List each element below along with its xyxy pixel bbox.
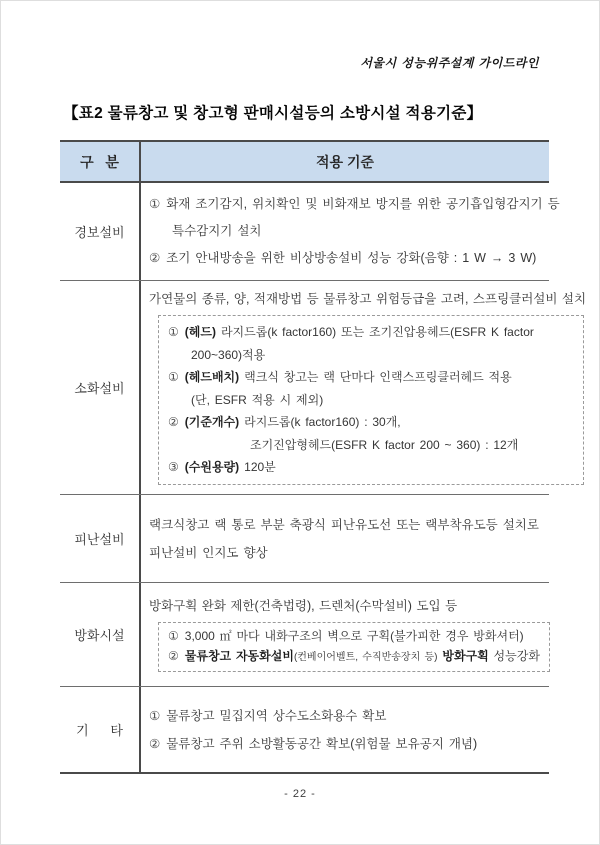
circled-number: ② bbox=[149, 251, 161, 265]
row-content bbox=[141, 583, 558, 686]
row-content bbox=[141, 495, 549, 582]
list-line bbox=[168, 456, 574, 479]
table-row-fireproofing bbox=[60, 583, 549, 687]
row-label: 방화시설 bbox=[60, 583, 141, 686]
circled-number: ② bbox=[168, 415, 179, 429]
bold-keyword: 방화구획 bbox=[437, 649, 489, 663]
row-label: 경보설비 bbox=[60, 183, 141, 280]
circled-number: ① bbox=[168, 370, 179, 384]
list-line bbox=[149, 191, 560, 218]
row-label: 피난설비 bbox=[60, 495, 141, 582]
bold-keyword: 물류창고 자동화설비 bbox=[184, 649, 294, 663]
line-text: 특수감지기 설치 bbox=[172, 224, 262, 238]
list-line bbox=[168, 411, 574, 434]
bold-keyword: (헤드) bbox=[184, 325, 216, 339]
row-label: 기 타 bbox=[60, 687, 141, 772]
circled-number: ① bbox=[168, 325, 179, 339]
table-row-extinguishing bbox=[60, 281, 587, 495]
circled-number: ① bbox=[168, 629, 179, 643]
dashed-detail-box bbox=[158, 315, 584, 485]
line-text: 200~360)적용 bbox=[191, 347, 266, 362]
list-line bbox=[149, 730, 543, 758]
line-text: 화재 조기감지, 위치확인 및 비화재보 방지를 위한 공기흡입형감지기 등 bbox=[166, 197, 560, 211]
table-row-evacuation bbox=[60, 495, 549, 583]
table-row-etc bbox=[60, 687, 549, 772]
intro-line: 가연물의 종류, 양, 적재방법 등 물류창고 위험등급을 고려, 스프링클러설비 설치 bbox=[149, 292, 587, 306]
circled-number: ③ bbox=[168, 460, 179, 474]
line-text: 조기진압형헤드(ESFR K factor 200 ~ 360) : 12개 bbox=[250, 437, 519, 452]
line-text: 성능강화 bbox=[488, 649, 540, 663]
row-content bbox=[141, 281, 592, 494]
bold-keyword: (수원용량) bbox=[184, 460, 240, 474]
row-label: 소화설비 bbox=[60, 281, 141, 494]
row-content bbox=[141, 687, 549, 772]
intro-line: 방화구획 완화 제한(건축법령), 드렌처(수막설비) 도입 등 bbox=[149, 599, 458, 613]
circled-number: ① bbox=[149, 708, 161, 723]
list-line bbox=[149, 218, 560, 245]
row-content bbox=[141, 183, 566, 280]
page-number: - 22 - bbox=[284, 788, 316, 800]
list-line bbox=[149, 702, 543, 730]
line-text: 라지드롭(k factor160) : 30개, bbox=[244, 415, 401, 429]
header-cell-category: 구 분 bbox=[60, 142, 141, 181]
line-text: 라지드롭(k factor160) 또는 조기진압용헤드(ESFR K factor bbox=[220, 325, 534, 339]
list-line bbox=[168, 344, 574, 367]
fire-safety-table bbox=[60, 140, 587, 774]
list-line bbox=[168, 646, 540, 668]
line-text: 랙크식창고 랙 통로 부분 축광식 피난유도선 또는 랙부착유도등 설치로 bbox=[149, 517, 539, 532]
circled-number: ① bbox=[149, 197, 161, 211]
list-line bbox=[168, 321, 574, 344]
line-text: (단, ESFR 적용 시 제외) bbox=[191, 392, 324, 407]
list-line bbox=[149, 511, 543, 539]
circled-number: ② bbox=[168, 649, 179, 663]
table-header-row bbox=[60, 142, 549, 183]
small-note: (컨베이어벨트, 수직반송장치 등) bbox=[293, 652, 438, 663]
line-text: 조기 안내방송을 위한 비상방송설비 성능 강화(음향 : 1 W → 3 W) bbox=[166, 251, 537, 265]
list-line bbox=[149, 245, 560, 272]
line-text: 피난설비 인지도 향상 bbox=[149, 545, 268, 560]
page-watermark: 서울시 성능위주설계 가이드라인 bbox=[360, 56, 539, 70]
line-text: 물류창고 주위 소방활동공간 확보(위험물 보유공지 개념) bbox=[166, 736, 478, 751]
circled-number: ② bbox=[149, 736, 161, 751]
table-row-alarm bbox=[60, 183, 560, 281]
list-line bbox=[149, 539, 543, 567]
table-title: 【표2 물류창고 및 창고형 판매시설등의 소방시설 적용기준】 bbox=[63, 105, 483, 122]
header-cell-criteria: 적용 기준 bbox=[316, 153, 374, 170]
list-line bbox=[168, 366, 574, 389]
line-text: 3,000 ㎡ 마다 내화구조의 벽으로 구획(불가피한 경우 방화셔터) bbox=[184, 629, 524, 643]
bold-keyword: (기준개수) bbox=[184, 415, 240, 429]
line-text: 120분 bbox=[244, 460, 276, 474]
list-line bbox=[168, 626, 540, 646]
list-line bbox=[168, 434, 574, 457]
bold-keyword: (헤드배치) bbox=[184, 370, 240, 384]
line-text: 랙크식 창고는 랙 단마다 인랙스프링클러헤드 적용 bbox=[244, 370, 512, 384]
dashed-detail-box bbox=[158, 622, 550, 672]
line-text: 물류창고 밀집지역 상수도소화용수 확보 bbox=[166, 708, 387, 723]
list-line bbox=[168, 389, 574, 412]
